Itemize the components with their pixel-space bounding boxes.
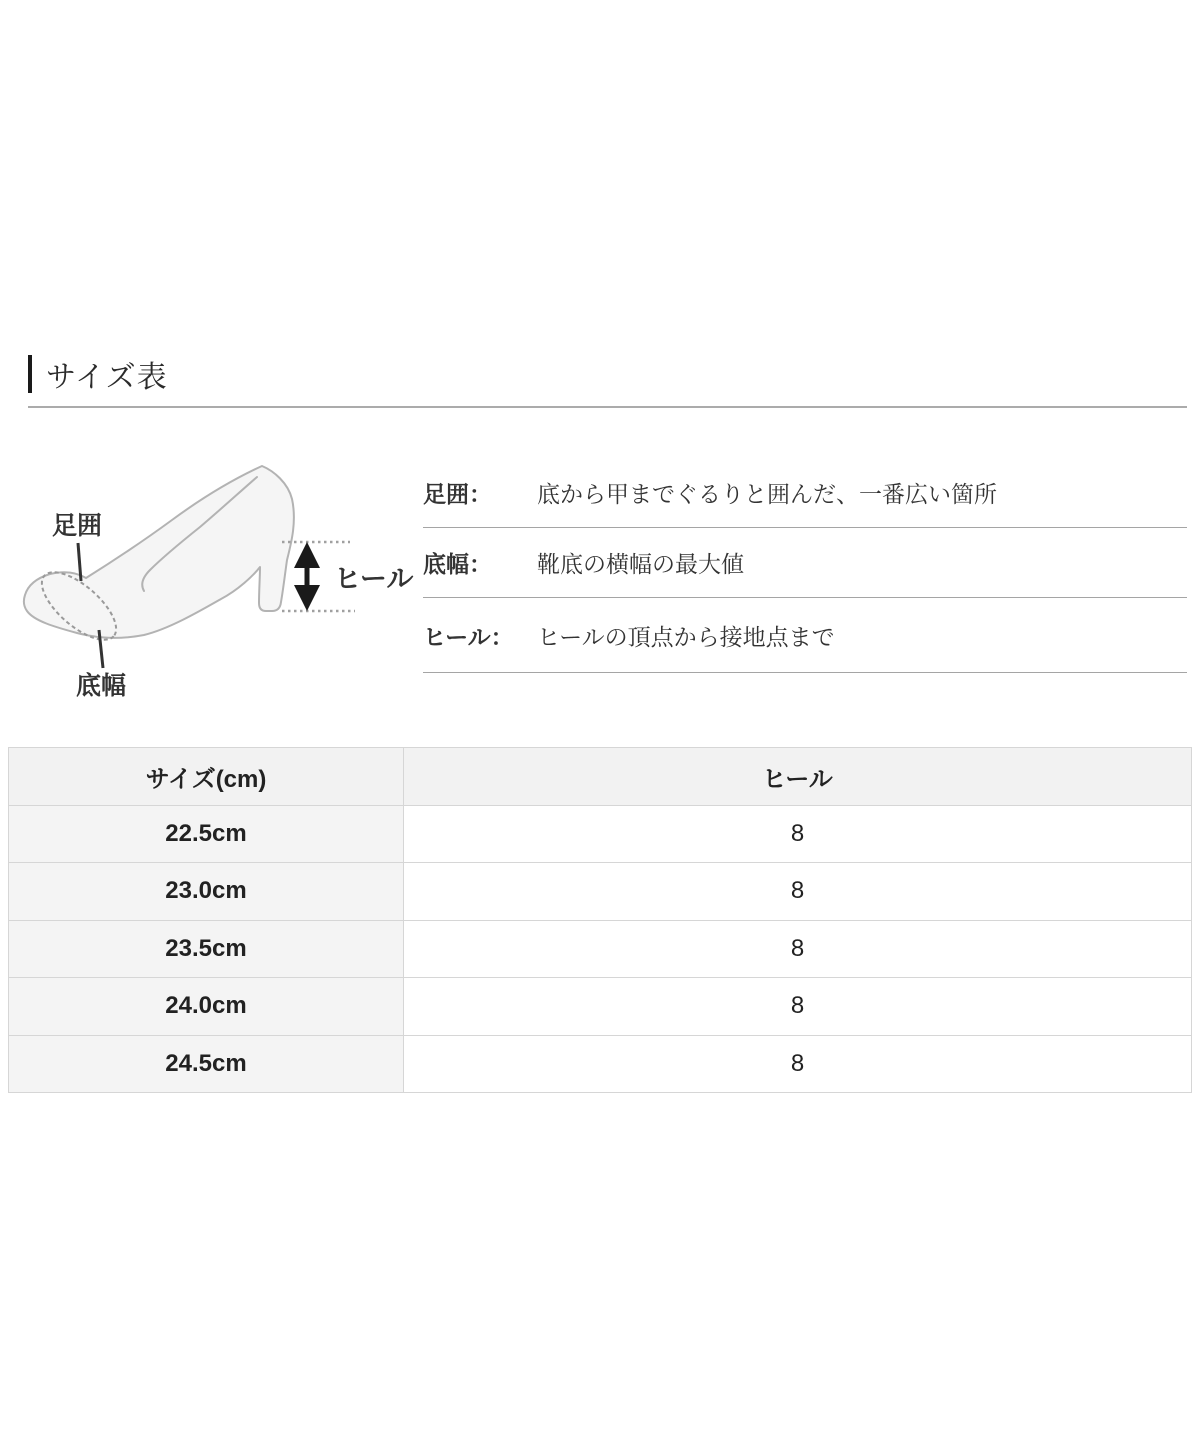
size-cell: 24.5cm (9, 1035, 404, 1093)
sole-width-label: 底幅 (76, 672, 127, 700)
size-table (8, 747, 1192, 1093)
heel-cell: 8 (404, 920, 1192, 978)
definition-description: ヒールの頂点から接地点まで (537, 623, 835, 650)
definition-term: 足囲： (423, 481, 492, 507)
shoe-outline (24, 466, 294, 638)
definition-description: 底から甲までぐるりと囲んだ、一番広い箇所 (537, 481, 997, 507)
size-cell: 24.0cm (9, 978, 404, 1036)
page-title: サイズ表 (46, 361, 168, 394)
definition-term: 底幅： (423, 551, 492, 577)
table-row (9, 805, 1192, 863)
heel-cell: 8 (404, 978, 1192, 1036)
size-chart-header (28, 352, 168, 396)
title-accent-bar (28, 355, 32, 393)
table-row (9, 863, 1192, 921)
heel-height-arrow-icon (294, 542, 320, 611)
foot-girth-label: 足囲 (52, 512, 103, 540)
heel-column-header: ヒール (404, 748, 1192, 806)
definition-description: 靴底の横幅の最大値 (537, 551, 744, 577)
heel-label: ヒール (334, 564, 414, 594)
definition-row-sole-width (423, 528, 1187, 598)
size-table-header-row (9, 748, 1192, 806)
table-row (9, 978, 1192, 1036)
definition-row-foot-girth (423, 458, 1187, 528)
size-cell: 23.5cm (9, 920, 404, 978)
size-cell: 22.5cm (9, 805, 404, 863)
size-column-header: サイズ(cm) (9, 748, 404, 806)
size-cell: 23.0cm (9, 863, 404, 921)
definition-term: ヒール： (423, 623, 514, 650)
title-divider (28, 406, 1187, 408)
heel-cell: 8 (404, 1035, 1192, 1093)
definition-row-heel (423, 598, 1187, 673)
heel-cell: 8 (404, 805, 1192, 863)
table-row (9, 1035, 1192, 1093)
heel-cell: 8 (404, 863, 1192, 921)
table-row (9, 920, 1192, 978)
measurement-definitions (423, 458, 1187, 673)
